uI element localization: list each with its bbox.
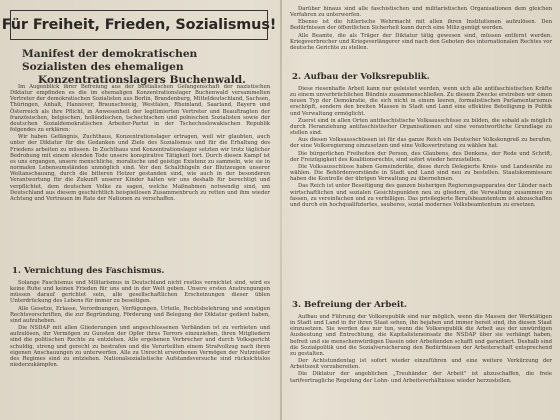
- right-intro-paragraph-2: Ebenso ist die hitlerische Wehrmacht mit allen ihren Institutionen aufzulösen. Den Bedürfnissen der öffentlichen Sicherheit kann durch eine Miliz genügt werden.: [290, 19, 552, 32]
- section-1-heading: 1. Vernichtung des Faschismus.: [12, 266, 165, 276]
- section-2-heading: 2. Aufbau der Volksrepublik.: [292, 72, 430, 82]
- section-1-paragraph-1: Solange Faschismus und Militarismus in Deutschland nicht restlos vernichtet sind, wird es keine Ruhe und keinen Frieden für uns und in der Welt geben. Unsere ersten Anstrengungen müssen darauf gerichtet sein, alle gesellschaftlichen Erscheinungen dieser üblen Unterdrückung des Lebens für immer zu beseitigen.: [10, 280, 270, 305]
- section-1-paragraph-3: Die NSDAP mit allen Gliederungen und angeschlossenen Verbänden ist zu verbieten und aufzulösen, ihr Vermögen zu Gunsten der Opfer ihres Terrors einzuziehen, ihren Mitgliedern sind die politischen Rechte zu entziehen. Alle ergebenen Verbrecher und durch Volksgericht schuldig, streng und gerecht zu bestrafen und die Verurteilten einem Strafvollzug nach ihren eigenen Anschauungen zu unterwerfen. Alle zu Unrecht erworbenen Vermögen der Nutznießer des Regimes sind zu entziehen. Nationalsozialistische Aufstandsversuche sind rücksichtslos niederzukämpfen.: [10, 325, 270, 369]
- manifesto-subtitle: [22, 48, 262, 87]
- right-intro-text: [290, 6, 552, 51]
- intro-paragraph-2: Wir haben Gefängnis, Zuchthaus, Konzentrationslager ertragen, weil wir glaubten, auch unter der Diktatur für die Gedanken und Ziele des Sozialismus und für die Erhaltung des Friedens arbeiten zu müssen. In Zuchthaus und Konzentrationslager setzten wir trotz täglicher Bedrohung mit einem elenden Tode unsere konspirative Tätigkeit fort. Durch diesen Kampf ist es uns ergangen, unsere menschliche, moralische und geistige Existenz zu sammeln, wie sie in normalen Lebensumständen unmöglich sind. Vor den Schalthügeln der Blutzeugen unserer Weltanschauung, durch die bitteren Hetzer gestanden sind, wie auch in der besonderen Verantwortung für die Zukunft unserer Kinder halten wir uns deshalb für berechtigt und verpflichtet, dem deutschen Volke zu sagen, welche Maßnahmen notwendig sind, um Deutschland aus diesem geschichtlich beispiellosen Zusammenbruch zu retten und ihm wieder Achtung und Vertrauen im Rate der Nationen zu verschaffen.: [10, 134, 270, 202]
- section-2-paragraph-1: Diese riesenhafte Arbeit kann nur geleistet werden, wenn sich alle antifaschistischen Kräfte zu einem unverbrüchlichen Bündnis zusammenschließen. Zu diesem Zwecke erstreben wir einen neuen Typ der Demokratie, die sich nicht in einem leeren, formalistischen Parlamentarismus erschöpft, sondern den breiten Massen in Stadt und Land eine effektive Beteiligung in Politik und Verwaltung ermöglicht.: [290, 86, 552, 117]
- section-2-paragraph-3: Aus diesen Volksausschüssen ist für das ganze Reich ein Deutscher Volkskongreß zu berufen, der eine Volksregierung einzusetzen und eine Volksvertretung zu wählen hat.: [290, 137, 552, 150]
- subtitle-line-1: Manifest der demokratischen Sozialisten des ehemaligen: [22, 48, 198, 73]
- section-1-text: [10, 280, 270, 368]
- intro-paragraph-1: Im Augenblick ihrer Befreiung aus der bestialischen Gefangenschaft der nazistischen Diktatur empfinden es die im ehemaligen Konzentrationslager Buchenwald versammelten Vertreter der demokratischen Sozialisten aus Berlin, Brandenburg, Mitteldeutschland, Sachsen, Thüringen, Anhalt, Hannover, Braunschweig, Westfalen, Rheinland, Saarland, Bayern und Österreich als ihre Pflicht, in Anwesenheit der legitimierten Vertreter und Beauftragten der französischen, belgischen, holländischen, tschechischen und polnischen Sozialisten sowie der deutschen Sozialdemokratischen Arbeiter-Partei in der Tschechoslowakischen Republik folgendes zu erklären:: [10, 84, 270, 134]
- section-2-paragraph-2: Zuerst sind in allen Orten antifaschistische Volksausschüsse zu bilden, die sobald als möglich durch Heranziehung antifaschistischer Organisationen auf eine verantwortliche Grundlage zu stellen sind.: [290, 117, 552, 137]
- headline-box: Für Freiheit, Frieden, Sozialismus!: [10, 10, 268, 40]
- section-3-paragraph-1: Aufbau und Führung der Volksrepublik sind nur möglich, wenn die Massen der Werktätigen in Stadt und Land in ihr ihren Staat sehen, ihn bejahen und immer bereit sind, ihn diesen Staat einzusetzen. Sie werden das nur tun, wenn die Volksrepublik die Arbeit aus der unwürdigen Ausbeutung und Entrechtung, die Kapitalisteneinsatz die NSDAP über sie verhängt haben, befreit und sie menschenwürdigen Dasein oder Arbeitenden schafft und garantiert. Deshalb sind die Sozialpolitik und die Sozialversicherung den Bedürfnissen der Arbeiterschaft entsprechend zu gestalten.: [290, 314, 552, 357]
- section-3-paragraph-2: Der Achtstundentag ist sofort wieder einzuführen und eine weitere Verkürzung der Arbeitszeit vorzubereiten.: [290, 358, 552, 371]
- subtitle-line-2: Konzentrationslagers Buchenwald.: [38, 74, 246, 86]
- section-2-text: [290, 86, 552, 208]
- section-1-paragraph-2: Alle Gesetze, Erlasse, Verordnungen, Verfügungen, Urteile, Rechtsbelehrung und sonstigen Rechtsvorschriften, die zur Begründung, Förderung und Belegung der Diktatur gedient haben, sind aufzuheben.: [10, 305, 270, 324]
- right-page: [282, 0, 560, 420]
- section-2-paragraph-5: Die Volksausschüsse haben Gemeinderäte, diese durch Delegierte Kreis- und Landesräte zu wählen. Die Behördenvorstände in Stadt und Land sind neu zu bestellen. Staatskommissare haben die Kontrolle der übrigen Verwaltung zu übernehmen.: [290, 163, 552, 183]
- section-3-paragraph-3: Die Diktatur der angeblichen „Treuhänder der Arbeit" ist abzuschaffen, die freie tarifvertragliche Regelung der Lohn- und Arbeitsverhältnisse wieder herzustellen.: [290, 371, 552, 384]
- section-3-text: [290, 314, 552, 384]
- right-intro-paragraph-1: Darüber hinaus sind alle faschistischen und militaristischen Organisationen dem gleichen Verfahren zu unterwerfen.: [290, 6, 552, 19]
- section-2-paragraph-6: Das Reich ist unter Beseitigung des ganzen bisherigen Regierungsapparates der Länder nach wirtschaftlichen und sozialen Gesichtspunkten neu zu gliedern, die Verwaltung zusammen zu fassen, zu vereinfachen und zu verbilligen. Das privilegierte Berufsbeamtentum ist abzuschaffen und durch ein hochqualifiziertes, sauberes, sozial modernes Volksbeamtentum zu ersetzen.: [290, 183, 552, 208]
- section-2-paragraph-4: Die bürgerlichen Freiheiten der Person, des Glaubens, des Denkens, der Rede und Schrift, der Freizügigkeit des Koalitionsrechts, sind sofort wieder herzustellen.: [290, 150, 552, 163]
- intro-text: [10, 84, 270, 202]
- right-intro-paragraph-3: Alle Beamte, die als Träger der Diktatur tätig gewesen sind, müssen entfernt werden. Kriegsverbrecher und Kriegsverlängerer sind nach den Geboten des internationalen Rechtes vor deutsche Gerichte zu stellen.: [290, 32, 552, 51]
- section-3-heading: 3. Befreiung der Arbeit.: [292, 300, 408, 310]
